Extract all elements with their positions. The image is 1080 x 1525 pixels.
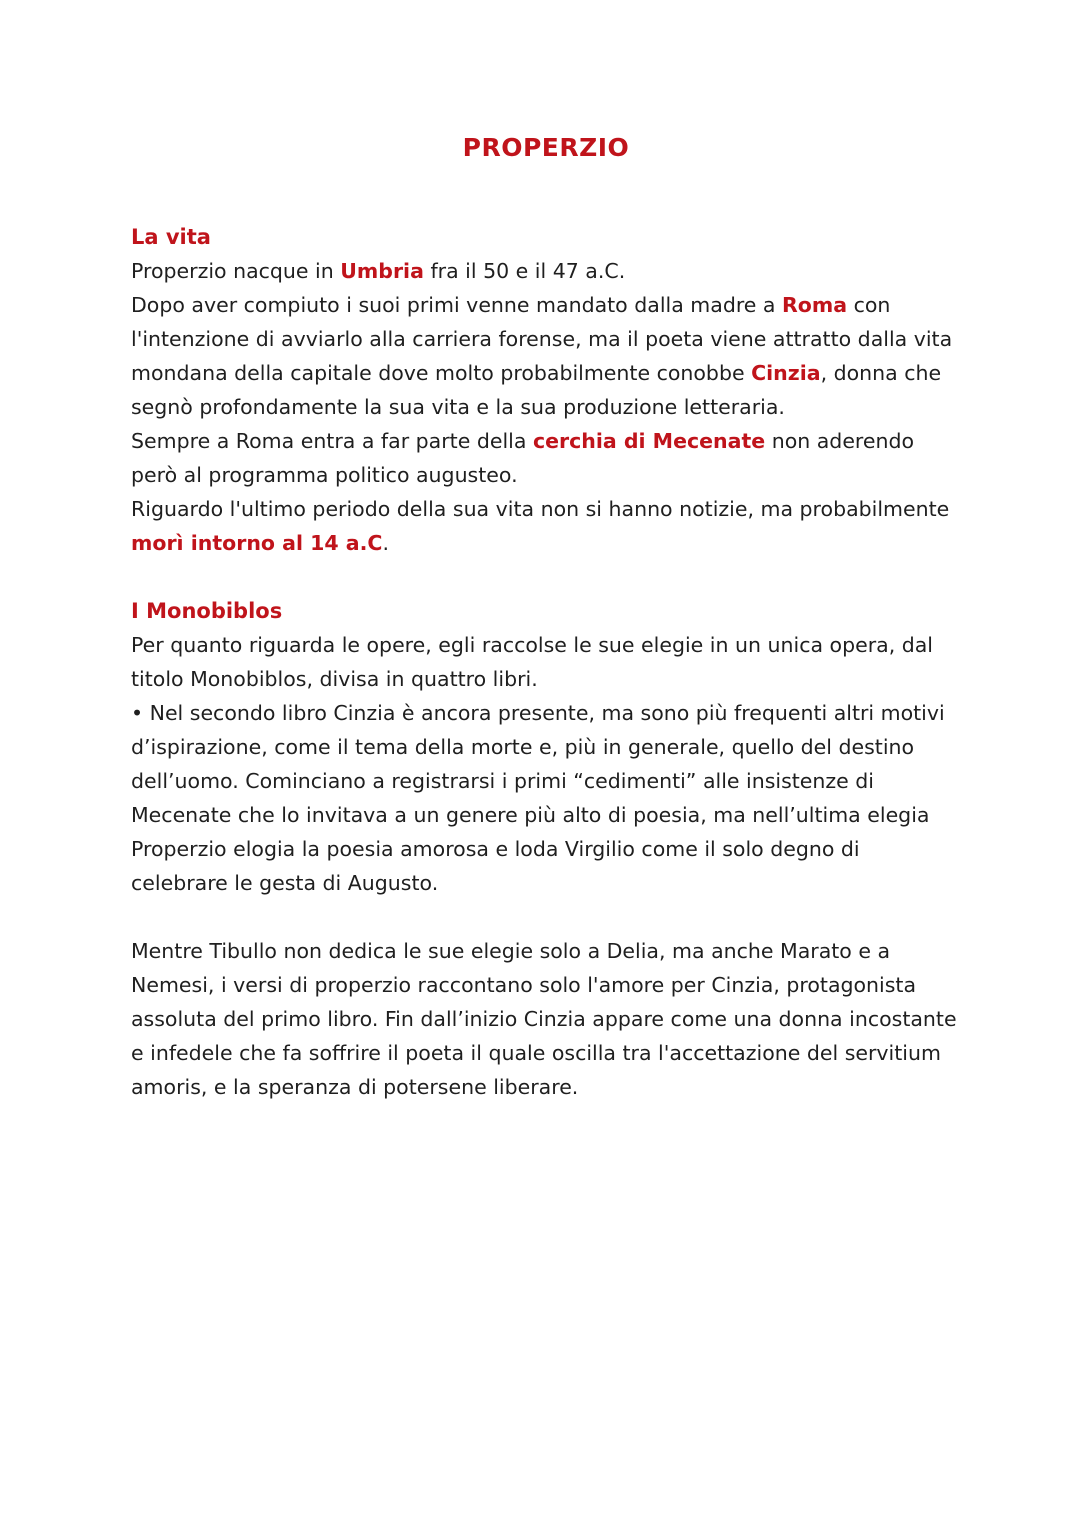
text-run: con l'intenzione di avviarlo alla carriera forense, ma il poeta viene attratto dalla vita mondana della capitale dove molto probabilmente conobbe bbox=[131, 293, 953, 385]
text-run: fra il 50 e il 47 a.C. bbox=[423, 259, 626, 283]
text-run: Sempre a Roma entra a far parte della bbox=[131, 429, 533, 453]
text-run: . bbox=[382, 531, 390, 555]
paragraph-secondo-libro: • Nel secondo libro Cinzia è ancora presente, ma sono più frequenti altri motivi d’ispirazione, come il tema della morte e, più in generale, quello del destino dell’uomo. Cominciano a registrarsi i primi “cedimenti” alle insistenze di Mecenate che lo invitava a un genere più alto di poesia, ma nell’ultima elegia Properzio elogia la poesia amorosa e loda Virgilio come il solo degno di celebrare le gesta di Augusto. bbox=[131, 701, 945, 895]
text-run: Properzio nacque in bbox=[131, 259, 341, 283]
highlight-cinzia: Cinzia bbox=[751, 361, 821, 385]
highlight-morte: morì intorno al 14 a.C bbox=[131, 531, 383, 555]
spacer bbox=[131, 560, 961, 594]
paragraph-death bbox=[131, 492, 961, 560]
text-run: Riguardo l'ultimo periodo della sua vita non si hanno notizie, ma probabilmente bbox=[131, 497, 950, 521]
text-run: non aderendo però al programma politico augusteo. bbox=[131, 429, 915, 487]
document-page bbox=[131, 128, 961, 1104]
highlight-roma: Roma bbox=[782, 293, 848, 317]
section-heading-vita: La vita bbox=[131, 225, 211, 249]
section-la-vita bbox=[131, 220, 961, 560]
page-title: PROPERZIO bbox=[462, 133, 630, 162]
paragraph-birth bbox=[131, 254, 961, 288]
section-monobiblos bbox=[131, 594, 961, 1104]
text-run: , donna che segnò profondamente la sua vita e la sua produzione letteraria. bbox=[131, 361, 942, 419]
highlight-umbria: Umbria bbox=[340, 259, 424, 283]
section-heading-monobiblos: I Monobiblos bbox=[131, 599, 283, 623]
text-run: Dopo aver compiuto i suoi primi venne mandato dalla madre a bbox=[131, 293, 783, 317]
paragraph-mecenate bbox=[131, 424, 961, 492]
paragraph-opere: Per quanto riguarda le opere, egli raccolse le sue elegie in un unica opera, dal titolo Monobiblos, divisa in quattro libri. bbox=[131, 633, 934, 691]
highlight-cerchia-mecenate: cerchia di Mecenate bbox=[532, 429, 766, 453]
paragraph-tibullo: Mentre Tibullo non dedica le sue elegie solo a Delia, ma anche Marato e a Nemesi, i versi di properzio raccontano solo l'amore per Cinzia, protagonista assoluta del primo libro. Fin dall’inizio Cinzia appare come una donna incostante e infedele che fa soffrire il poeta il quale oscilla tra l'accettazione del servitium amoris, e la speranza di potersene liberare. bbox=[131, 939, 957, 1099]
spacer bbox=[131, 900, 961, 934]
paragraph-rome bbox=[131, 288, 961, 424]
